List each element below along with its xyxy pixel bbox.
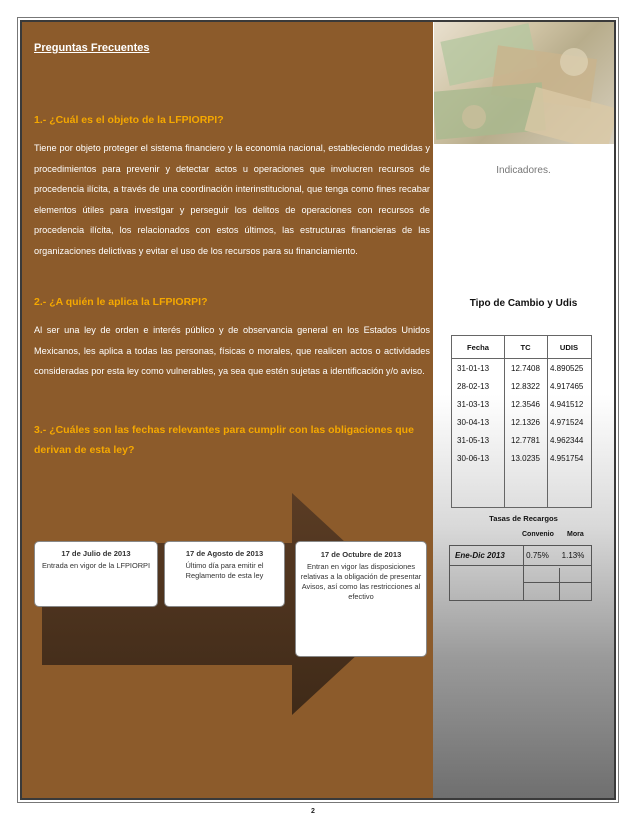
exchange-cell-fecha: 31-01-13	[457, 364, 490, 373]
table-row	[452, 414, 591, 432]
exchange-cell-udis: 4.951754	[550, 454, 584, 463]
table-row	[452, 378, 591, 396]
exchange-cell-udis: 4.962344	[550, 436, 584, 445]
exchange-cell-fecha: 31-03-13	[457, 400, 490, 409]
timeline-text-2: Último día para emitir el Reglamento de esta ley	[185, 561, 264, 580]
exchange-cell-udis: 4.971524	[550, 418, 584, 427]
question-3-number: 3.-	[34, 424, 47, 436]
table-row	[450, 546, 591, 566]
timeline-date-2: 17 de Agosto de 2013	[185, 549, 264, 558]
question-2-number: 2.-	[34, 296, 47, 308]
surcharge-empty-cells	[524, 568, 591, 600]
timeline-item-2	[164, 541, 285, 607]
surcharge-header-mora: Mora	[567, 531, 584, 538]
answer-2: Al ser una ley de orden e interés público y de observancia general en los Estados Unidos Mexicanos, les aplica a todas las personas, físicas o morales, que realicen actos o actividades consideradas por esta ley como vulnerables, ya sea que estén sujetas a identificación y/o aviso.	[34, 325, 430, 377]
money-photo-icon	[434, 22, 614, 144]
exchange-table-header	[452, 336, 591, 359]
exchange-title: Tipo de Cambio y Udis	[469, 298, 578, 309]
question-3-text: ¿Cuáles son las fechas relevantes para cumplir con las obligaciones que derivan de esta ley?	[34, 424, 414, 456]
page-title: Preguntas Frecuentes	[34, 42, 150, 54]
table-row	[452, 360, 591, 378]
table-row	[452, 450, 591, 468]
timeline-date-1: 17 de Julio de 2013	[61, 549, 131, 558]
question-2-text: ¿A quién le aplica la LFPIORPI?	[49, 296, 208, 308]
exchange-header-tc: TC	[520, 343, 531, 352]
exchange-table	[451, 335, 592, 508]
table-row	[452, 432, 591, 450]
exchange-cell-fecha: 31-05-13	[457, 436, 490, 445]
surcharge-title: Tasas de Recargos	[489, 514, 558, 523]
exchange-cell-tc: 12.3546	[511, 400, 540, 409]
exchange-cell-tc: 12.8322	[511, 382, 540, 391]
exchange-cell-tc: 13.0235	[511, 454, 540, 463]
timeline-text-3: Entran en vigor las disposiciones relativas a la obligación de presentar Avisos, así como las restricciones al efectivo	[300, 562, 422, 601]
surcharge-period: Ene-Dic 2013	[455, 551, 505, 560]
surcharge-header-convenio: Convenio	[522, 531, 554, 538]
exchange-header-fecha: Fecha	[467, 343, 489, 352]
table-row	[452, 396, 591, 414]
question-3	[34, 420, 430, 460]
timeline-item-3	[295, 541, 427, 657]
answer-1: Tiene por objeto proteger el sistema financiero y la economía nacional, estableciendo medidas y procedimientos para prevenir y detectar actos u operaciones que involucren recursos de procedencia ilícita, a través de una coordinación interinstitucional, que tenga como fines recabar elementos útiles para investigar y perseguir los delitos de operaciones con recursos de procedencia ilícita, los relacionados con estos últimos, las estructuras financieras de las organizaciones delictivas y evitar el uso de los recursos para su financiamiento.	[34, 143, 430, 256]
timeline-item-1	[34, 541, 158, 607]
exchange-cell-fecha: 30-04-13	[457, 418, 490, 427]
timeline-text-1: Entrada en vigor de la LFPIORPI	[41, 561, 151, 570]
question-1-number: 1.-	[34, 114, 47, 126]
exchange-header-udis: UDIS	[559, 343, 579, 352]
exchange-cell-udis: 4.890525	[550, 364, 584, 373]
surcharge-table	[449, 545, 592, 601]
surcharge-mora-value: 1.13%	[561, 551, 585, 560]
surcharge-grid-line	[524, 582, 591, 583]
indicators-label: Indicadores.	[496, 165, 551, 176]
exchange-cell-tc: 12.7781	[511, 436, 540, 445]
exchange-cell-udis: 4.917465	[550, 382, 584, 391]
exchange-cell-udis: 4.941512	[550, 400, 584, 409]
exchange-cell-fecha: 30-06-13	[457, 454, 490, 463]
timeline-date-3: 17 de Octubre de 2013	[320, 550, 402, 559]
question-2	[34, 292, 208, 312]
surcharge-convenio-value: 0.75%	[526, 551, 549, 560]
exchange-table-body	[452, 360, 591, 468]
exchange-cell-fecha: 28-02-13	[457, 382, 490, 391]
question-1	[34, 110, 224, 130]
question-1-text: ¿Cuál es el objeto de la LFPIORPI?	[49, 114, 224, 126]
exchange-cell-tc: 12.7408	[511, 364, 540, 373]
surcharge-grid-line	[559, 568, 560, 600]
exchange-cell-tc: 12.1326	[511, 418, 540, 427]
page-number: 2	[311, 808, 315, 815]
